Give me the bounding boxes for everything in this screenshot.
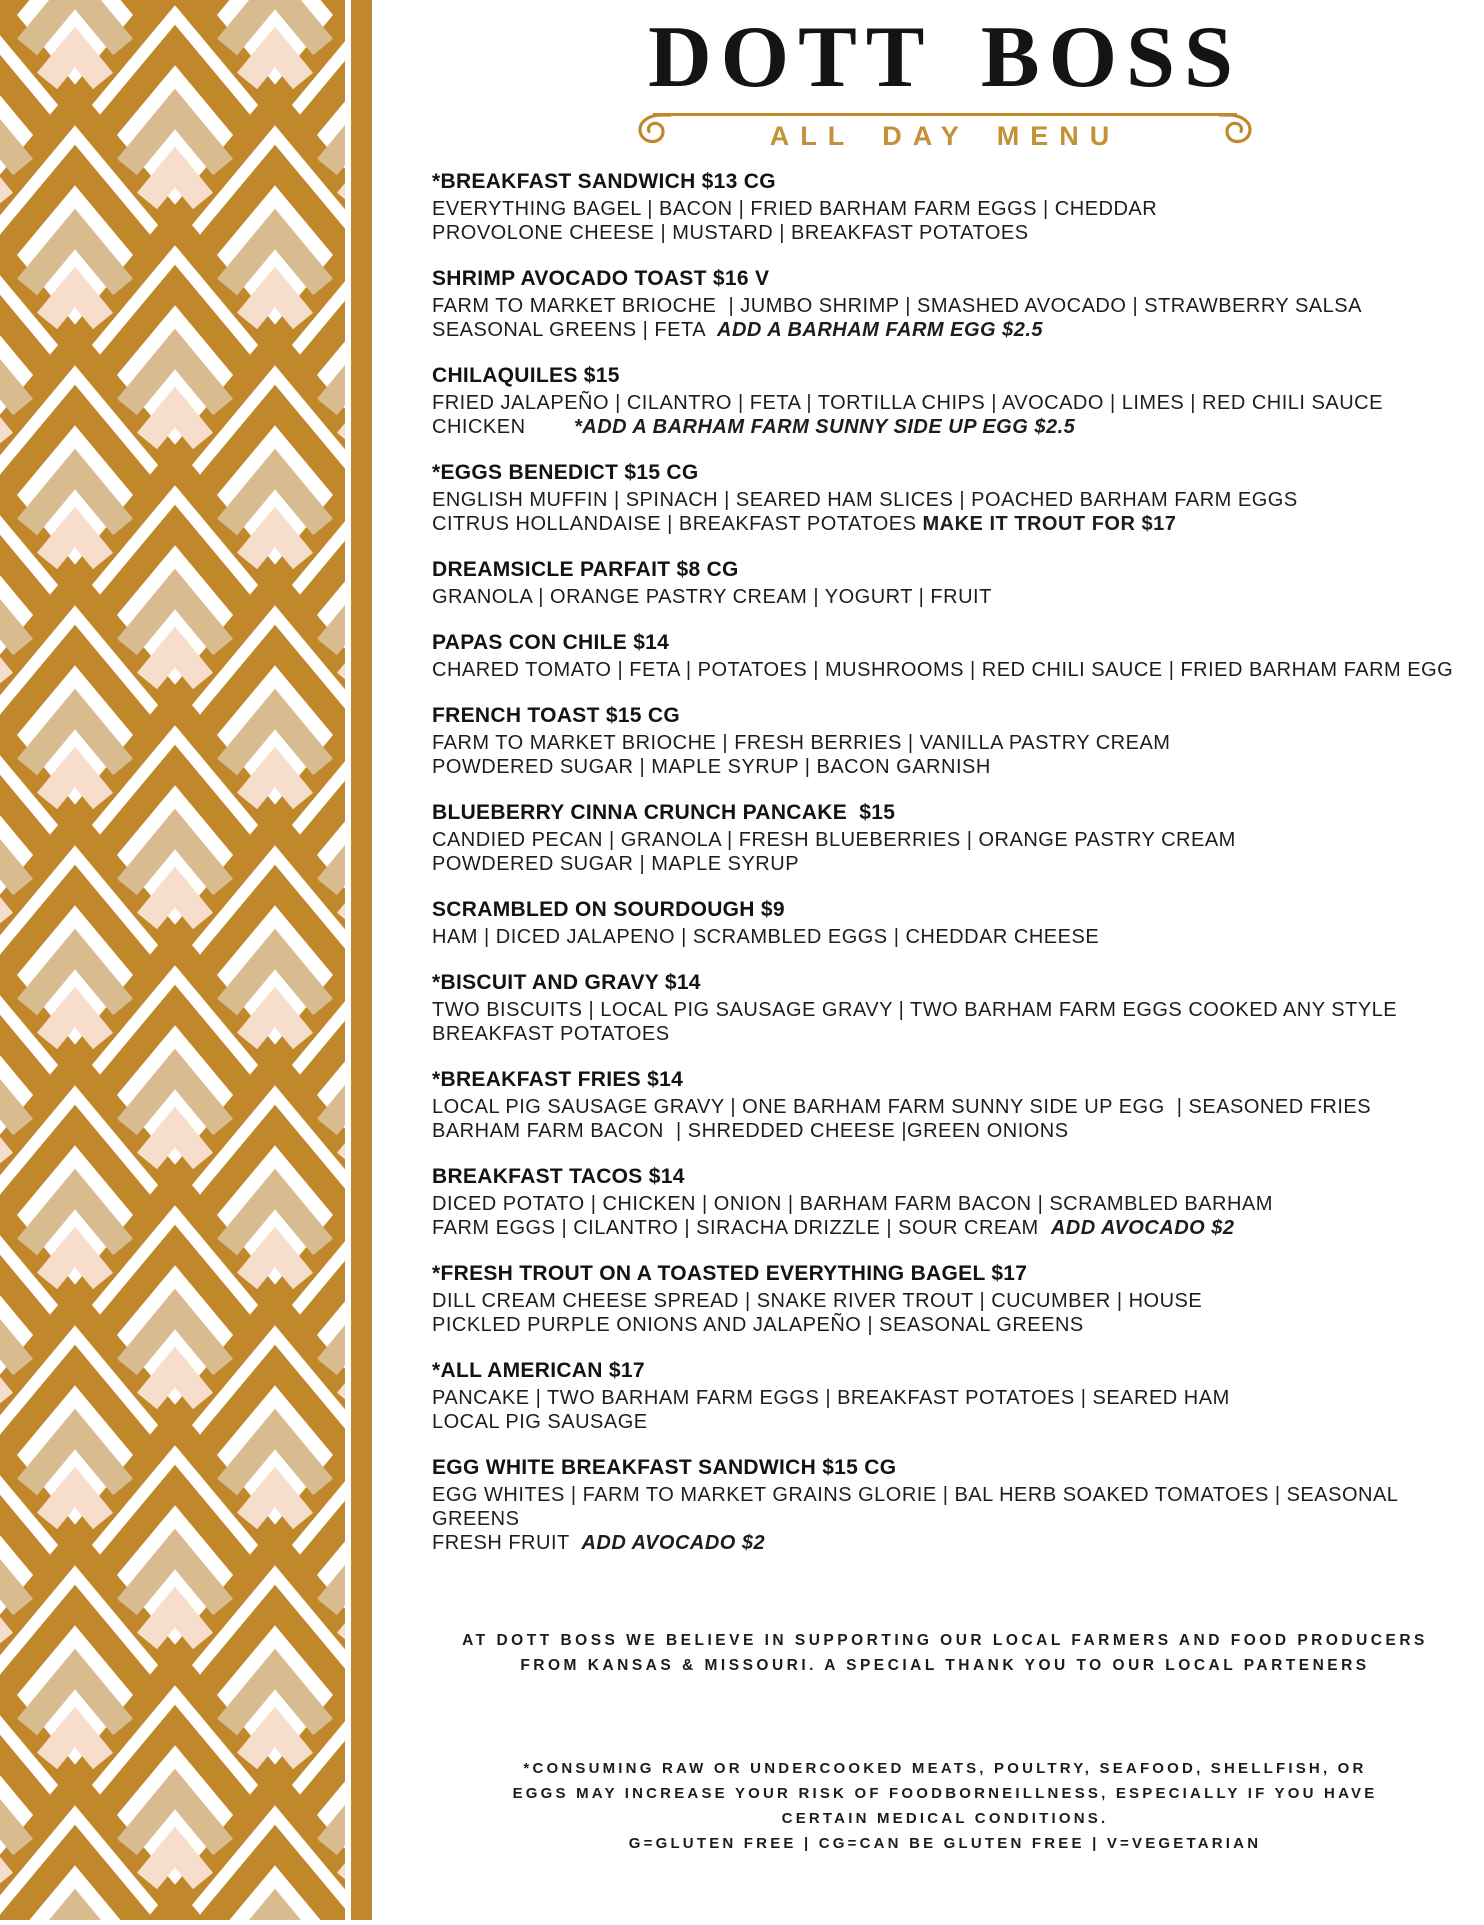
- item-description-line: EGG WHITES | FARM TO MARKET GRAINS GLORIE | BAL HERB SOAKED TOMATOES | SEASONAL GREENS: [432, 1484, 1404, 1530]
- menu-item: [432, 1165, 1458, 1240]
- item-name: SCRAMBLED ON SOURDOUGH $9: [432, 898, 785, 921]
- menu-item: [432, 461, 1458, 536]
- menu-item: [432, 170, 1458, 245]
- item-name: *ALL AMERICAN $17: [432, 1359, 645, 1382]
- item-description-line: CHICKEN *ADD A BARHAM FARM SUNNY SIDE UP EGG $2.5: [432, 416, 1076, 438]
- item-name: PAPAS CON CHILE $14: [432, 631, 670, 654]
- item-description-line: BREAKFAST POTATOES: [432, 1023, 670, 1045]
- item-name: *EGGS BENEDICT $15 CG: [432, 461, 699, 484]
- item-description-line: FARM TO MARKET BRIOCHE | JUMBO SHRIMP | SMASHED AVOCADO | STRAWBERRY SALSA: [432, 295, 1362, 317]
- mission-line: FROM KANSAS & MISSOURI. A SPECIAL THANK YOU TO OUR LOCAL PARTENERS: [520, 1657, 1370, 1674]
- menu-item: [432, 1359, 1458, 1434]
- subtitle-ornament: [635, 106, 1255, 154]
- menu-item: [432, 1262, 1458, 1337]
- item-description-line: HAM | DICED JALAPENO | SCRAMBLED EGGS | CHEDDAR CHEESE: [432, 926, 1100, 948]
- page-title: DOTT BOSS: [648, 9, 1242, 106]
- disclaimer-line: CERTAIN MEDICAL CONDITIONS.: [781, 1810, 1109, 1827]
- menu-item: [432, 558, 1458, 609]
- menu-item: [432, 898, 1458, 949]
- mission-statement: [432, 1628, 1458, 1678]
- menu-item: [432, 267, 1458, 342]
- item-description-line: TWO BISCUITS | LOCAL PIG SAUSAGE GRAVY | TWO BARHAM FARM EGGS COOKED ANY STYLE: [432, 999, 1398, 1021]
- item-description-line: CHARED TOMATO | FETA | POTATOES | MUSHROOMS | RED CHILI SAUCE | FRIED BARHAM FARM EGG: [432, 659, 1454, 681]
- menu-item: [432, 704, 1458, 779]
- item-description-line: LOCAL PIG SAUSAGE GRAVY | ONE BARHAM FARM SUNNY SIDE UP EGG | SEASONED FRIES: [432, 1096, 1372, 1118]
- item-name: BLUEBERRY CINNA CRUNCH PANCAKE $15: [432, 801, 896, 824]
- menu-item: [432, 971, 1458, 1046]
- item-description-line: FRIED JALAPEÑO | CILANTRO | FETA | TORTILLA CHIPS | AVOCADO | LIMES | RED CHILI SAUCE: [432, 392, 1383, 414]
- item-description-line: POWDERED SUGAR | MAPLE SYRUP: [432, 853, 800, 875]
- item-description-line: ENGLISH MUFFIN | SPINACH | SEARED HAM SLICES | POACHED BARHAM FARM EGGS: [432, 489, 1298, 511]
- item-description-line: CANDIED PECAN | GRANOLA | FRESH BLUEBERRIES | ORANGE PASTRY CREAM: [432, 829, 1236, 851]
- item-name: EGG WHITE BREAKFAST SANDWICH $15 CG: [432, 1456, 897, 1479]
- consumption-disclaimer: [432, 1756, 1458, 1856]
- item-name: *FRESH TROUT ON A TOASTED EVERYTHING BAGEL $17: [432, 1262, 1028, 1285]
- item-description-line: FARM TO MARKET BRIOCHE | FRESH BERRIES | VANILLA PASTRY CREAM: [432, 732, 1171, 754]
- disclaimer-line: *CONSUMING RAW OR UNDERCOOKED MEATS, POULTRY, SEAFOOD, SHELLFISH, OR: [523, 1760, 1367, 1777]
- item-description-line: CITRUS HOLLANDAISE | BREAKFAST POTATOES MAKE IT TROUT FOR $17: [432, 513, 1177, 535]
- vertical-divider: [351, 0, 372, 1920]
- item-description-line: PANCAKE | TWO BARHAM FARM EGGS | BREAKFAST POTATOES | SEARED HAM: [432, 1387, 1230, 1409]
- item-description-line: LOCAL PIG SAUSAGE: [432, 1411, 648, 1433]
- item-description-line: BARHAM FARM BACON | SHREDDED CHEESE |GREEN ONIONS: [432, 1120, 1069, 1142]
- item-description-line: EVERYTHING BAGEL | BACON | FRIED BARHAM FARM EGGS | CHEDDAR: [432, 198, 1158, 220]
- item-description-line: DICED POTATO | CHICKEN | ONION | BARHAM FARM BACON | SCRAMBLED BARHAM: [432, 1193, 1273, 1215]
- menu-subtitle: ALL DAY MENU: [769, 121, 1121, 151]
- ornament-rule: [653, 113, 1237, 116]
- item-name: CHILAQUILES $15: [432, 364, 620, 387]
- item-name: FRENCH TOAST $15 CG: [432, 704, 681, 727]
- menu-list: [432, 170, 1458, 1555]
- item-description-line: DILL CREAM CHEESE SPREAD | SNAKE RIVER TROUT | CUCUMBER | HOUSE: [432, 1290, 1203, 1312]
- item-name: *BREAKFAST FRIES $14: [432, 1068, 684, 1091]
- mission-line: AT DOTT BOSS WE BELIEVE IN SUPPORTING OUR LOCAL FARMERS AND FOOD PRODUCERS: [462, 1632, 1428, 1649]
- item-description-line: PICKLED PURPLE ONIONS AND JALAPEÑO | SEASONAL GREENS: [432, 1314, 1084, 1336]
- item-description-line: FARM EGGS | CILANTRO | SIRACHA DRIZZLE | SOUR CREAM ADD AVOCADO $2: [432, 1217, 1235, 1239]
- menu-item: [432, 1068, 1458, 1143]
- menu-item: [432, 631, 1458, 682]
- item-description-line: GRANOLA | ORANGE PASTRY CREAM | YOGURT | FRUIT: [432, 586, 992, 608]
- menu-item: [432, 801, 1458, 876]
- item-description-line: PROVOLONE CHEESE | MUSTARD | BREAKFAST POTATOES: [432, 222, 1029, 244]
- item-name: SHRIMP AVOCADO TOAST $16 V: [432, 267, 770, 290]
- item-description-line: SEASONAL GREENS | FETA ADD A BARHAM FARM EGG $2.5: [432, 319, 1044, 341]
- disclaimer-line: EGGS MAY INCREASE YOUR RISK OF FOODBORNEILLNESS, ESPECIALLY IF YOU HAVE: [512, 1785, 1378, 1802]
- item-name: *BREAKFAST SANDWICH $13 CG: [432, 170, 776, 193]
- chevron-pattern: [0, 0, 345, 1920]
- item-name: DREAMSICLE PARFAIT $8 CG: [432, 558, 739, 581]
- item-name: BREAKFAST TACOS $14: [432, 1165, 685, 1188]
- menu-item: [432, 364, 1458, 439]
- item-description-line: FRESH FRUIT ADD AVOCADO $2: [432, 1532, 766, 1554]
- item-name: *BISCUIT AND GRAVY $14: [432, 971, 701, 994]
- item-description-line: POWDERED SUGAR | MAPLE SYRUP | BACON GARNISH: [432, 756, 991, 778]
- disclaimer-line: G=GLUTEN FREE | CG=CAN BE GLUTEN FREE | V=VEGETARIAN: [628, 1835, 1262, 1852]
- menu-page: [432, 9, 1458, 1577]
- menu-item: [432, 1456, 1458, 1555]
